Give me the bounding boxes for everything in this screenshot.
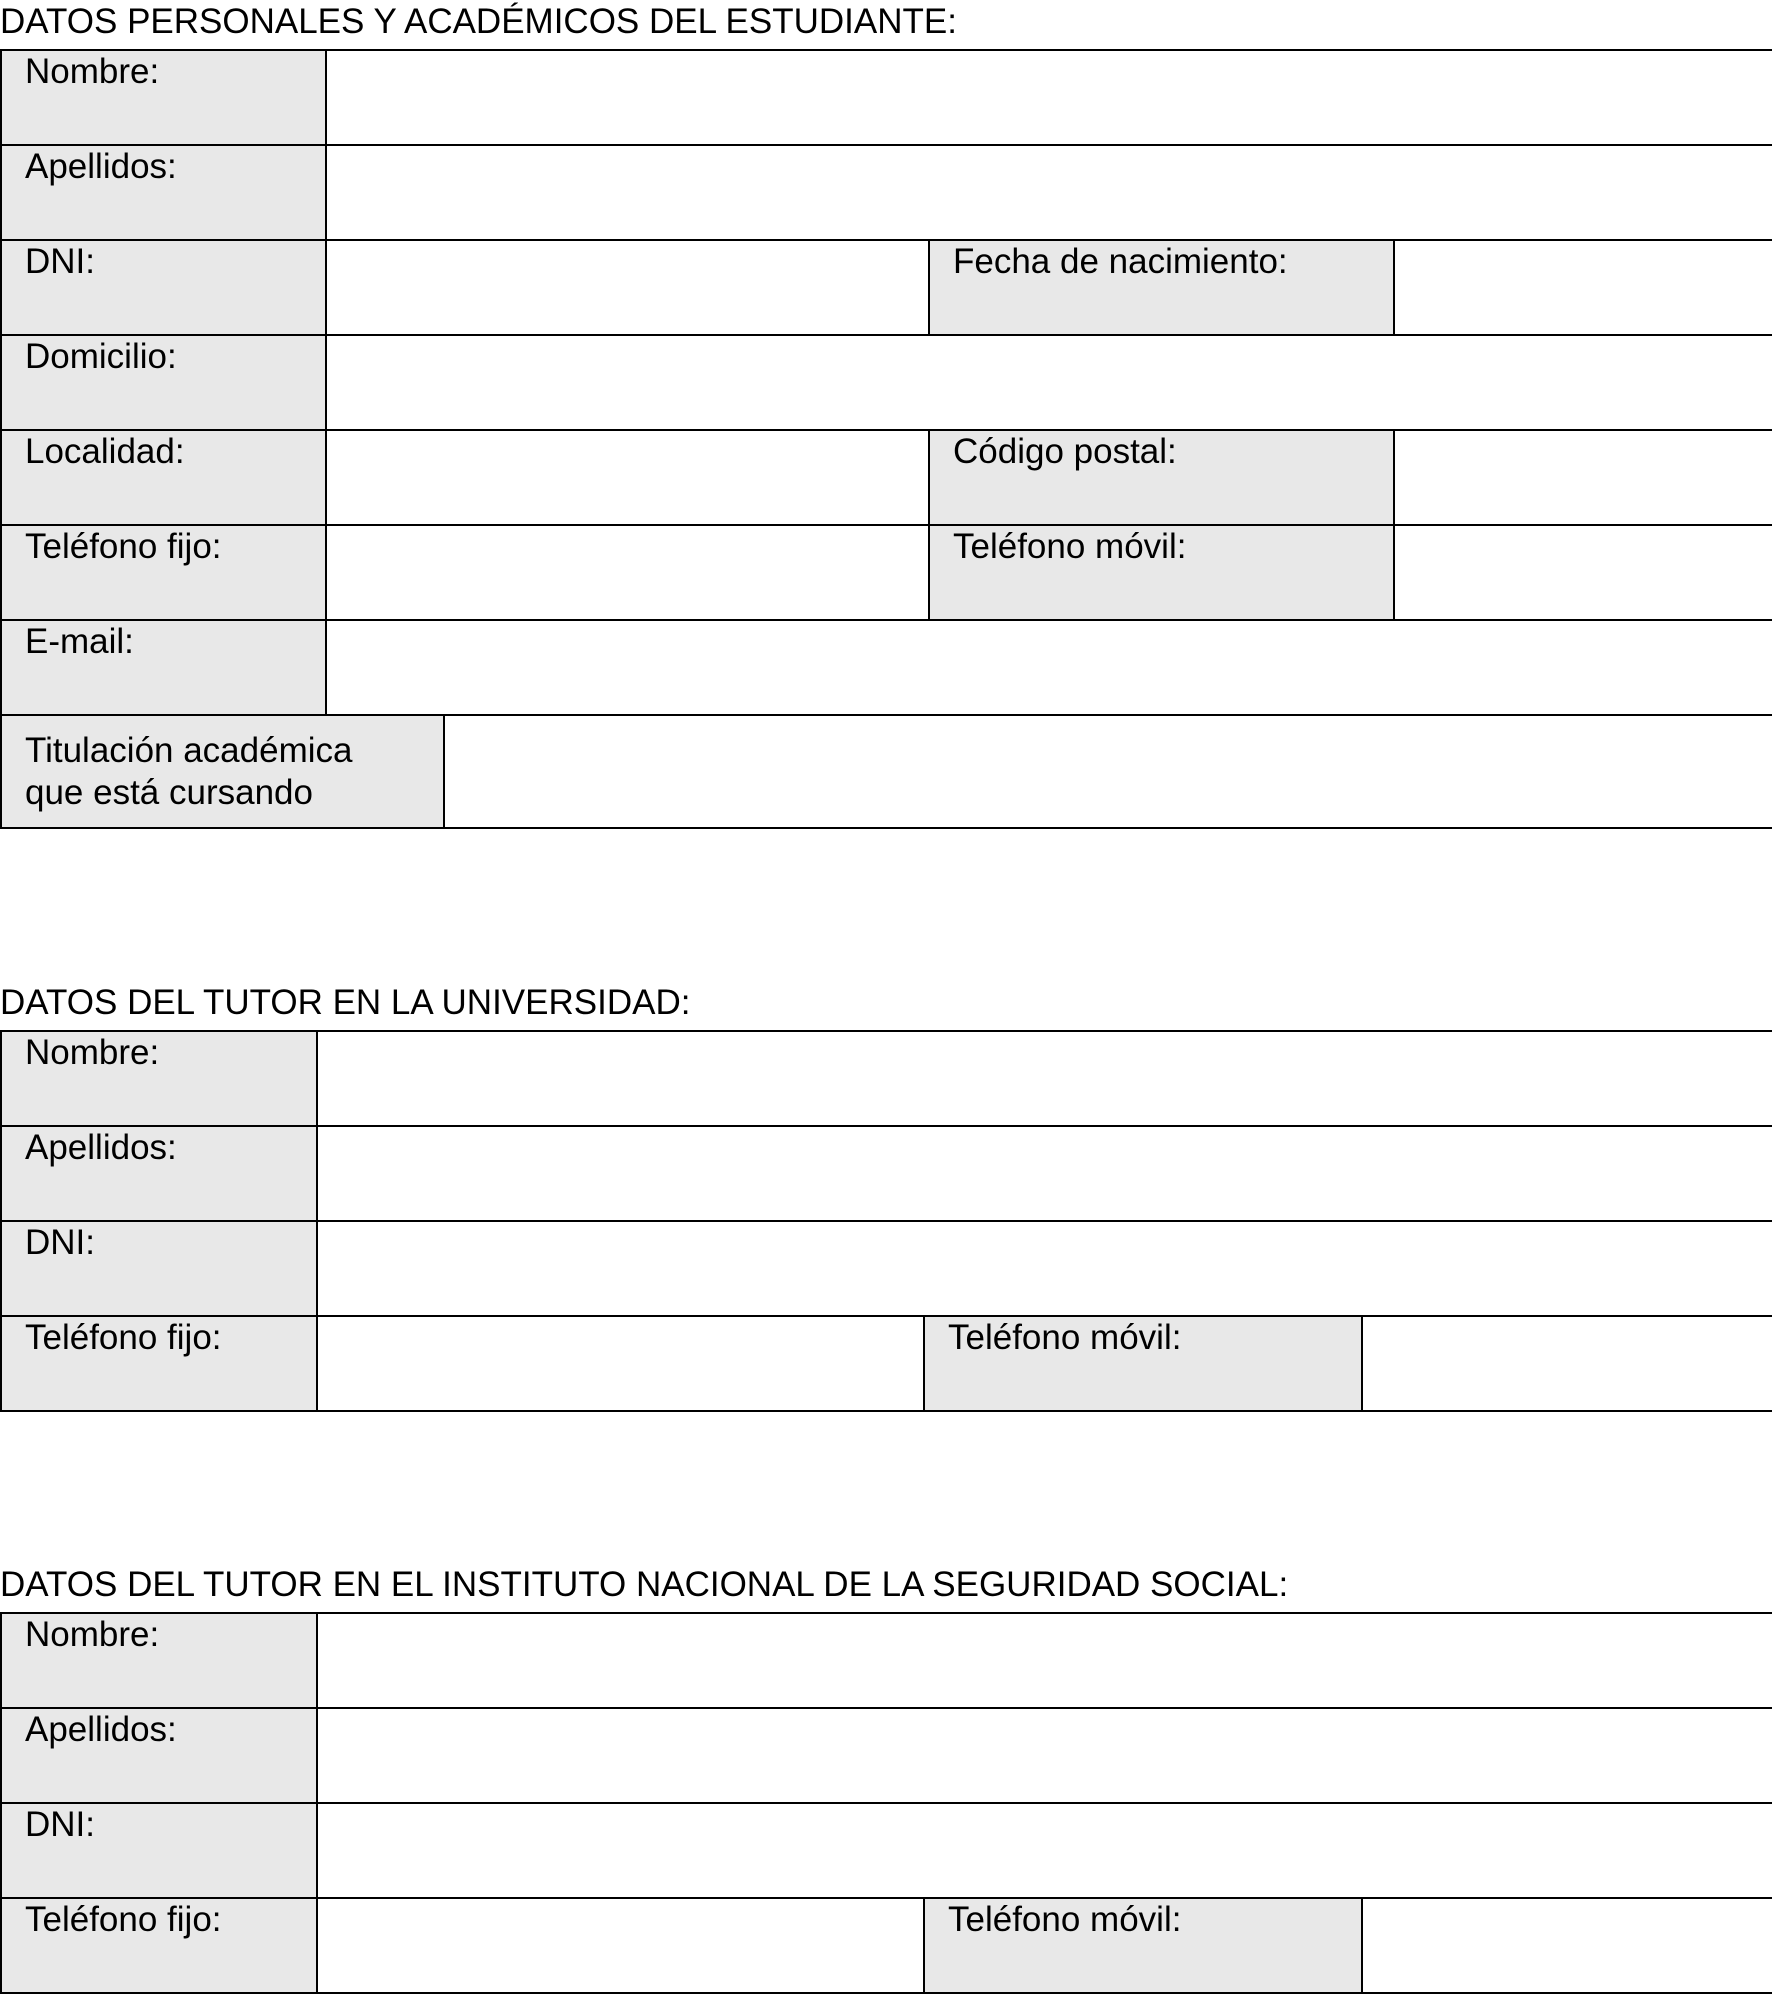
tutor-universidad-dni-field[interactable]	[317, 1221, 1772, 1316]
tutor-universidad-row-dni	[1, 1221, 1772, 1316]
student-codigo-postal-label: Código postal:	[929, 430, 1394, 525]
student-titulacion-label-line1: Titulación académica	[25, 731, 353, 770]
tutor-inss-telefono-movil-field[interactable]	[1362, 1898, 1772, 1993]
tutor-inss-telefono-fijo-label: Teléfono fijo:	[1, 1898, 317, 1993]
student-row-apellidos	[1, 145, 1772, 240]
tutor-universidad-telefono-movil-label: Teléfono móvil:	[924, 1316, 1362, 1411]
student-apellidos-field[interactable]	[326, 145, 1772, 240]
tutor-universidad-telefono-fijo-label: Teléfono fijo:	[1, 1316, 317, 1411]
student-fecha-nacimiento-label: Fecha de nacimiento:	[929, 240, 1394, 335]
student-row-telefonos	[1, 525, 1772, 620]
student-row-email	[1, 620, 1772, 715]
student-form-table	[0, 49, 1772, 829]
tutor-universidad-form-table	[0, 1030, 1772, 1412]
tutor-universidad-nombre-label: Nombre:	[1, 1031, 317, 1126]
tutor-inss-form-table	[0, 1612, 1772, 1994]
student-row-titulacion	[1, 715, 1772, 828]
tutor-universidad-dni-label: DNI:	[1, 1221, 317, 1316]
tutor-inss-apellidos-field[interactable]	[317, 1708, 1772, 1803]
student-row-nombre	[1, 50, 1772, 145]
tutor-inss-dni-field[interactable]	[317, 1803, 1772, 1898]
student-email-label: E-mail:	[1, 620, 326, 715]
tutor-inss-nombre-field[interactable]	[317, 1613, 1772, 1708]
student-telefono-movil-field[interactable]	[1394, 525, 1772, 620]
student-localidad-label: Localidad:	[1, 430, 326, 525]
tutor-inss-section-title: DATOS DEL TUTOR EN EL INSTITUTO NACIONAL DE LA SEGURIDAD SOCIAL:	[0, 1565, 1289, 1604]
tutor-inss-apellidos-label: Apellidos:	[1, 1708, 317, 1803]
tutor-inss-dni-label: DNI:	[1, 1803, 317, 1898]
tutor-inss-row-nombre	[1, 1613, 1772, 1708]
tutor-inss-telefono-movil-label: Teléfono móvil:	[924, 1898, 1362, 1993]
student-titulacion-field[interactable]	[444, 715, 1772, 828]
student-domicilio-label: Domicilio:	[1, 335, 326, 430]
student-dni-label: DNI:	[1, 240, 326, 335]
student-row-localidad	[1, 430, 1772, 525]
tutor-universidad-row-apellidos	[1, 1126, 1772, 1221]
student-titulacion-label-line2: que está cursando	[25, 773, 313, 812]
student-nombre-label: Nombre:	[1, 50, 326, 145]
tutor-universidad-nombre-field[interactable]	[317, 1031, 1772, 1126]
student-row-dni	[1, 240, 1772, 335]
student-telefono-fijo-field[interactable]	[326, 525, 929, 620]
student-localidad-field[interactable]	[326, 430, 929, 525]
student-section-title: DATOS PERSONALES Y ACADÉMICOS DEL ESTUDIANTE:	[0, 2, 957, 41]
student-dni-field[interactable]	[326, 240, 929, 335]
student-row-domicilio	[1, 335, 1772, 430]
tutor-universidad-section-title: DATOS DEL TUTOR EN LA UNIVERSIDAD:	[0, 983, 691, 1022]
student-telefono-fijo-label: Teléfono fijo:	[1, 525, 326, 620]
tutor-inss-row-telefonos	[1, 1898, 1772, 1993]
tutor-universidad-telefono-movil-field[interactable]	[1362, 1316, 1772, 1411]
student-fecha-nacimiento-field[interactable]	[1394, 240, 1772, 335]
tutor-inss-nombre-label: Nombre:	[1, 1613, 317, 1708]
student-apellidos-label: Apellidos:	[1, 145, 326, 240]
student-titulacion-label	[1, 715, 444, 828]
tutor-universidad-apellidos-field[interactable]	[317, 1126, 1772, 1221]
student-email-field[interactable]	[326, 620, 1772, 715]
tutor-inss-row-dni	[1, 1803, 1772, 1898]
student-codigo-postal-field[interactable]	[1394, 430, 1772, 525]
tutor-inss-telefono-fijo-field[interactable]	[317, 1898, 924, 1993]
student-domicilio-field[interactable]	[326, 335, 1772, 430]
tutor-universidad-row-nombre	[1, 1031, 1772, 1126]
student-nombre-field[interactable]	[326, 50, 1772, 145]
tutor-universidad-telefono-fijo-field[interactable]	[317, 1316, 924, 1411]
tutor-universidad-apellidos-label: Apellidos:	[1, 1126, 317, 1221]
student-telefono-movil-label: Teléfono móvil:	[929, 525, 1394, 620]
tutor-universidad-row-telefonos	[1, 1316, 1772, 1411]
tutor-inss-row-apellidos	[1, 1708, 1772, 1803]
